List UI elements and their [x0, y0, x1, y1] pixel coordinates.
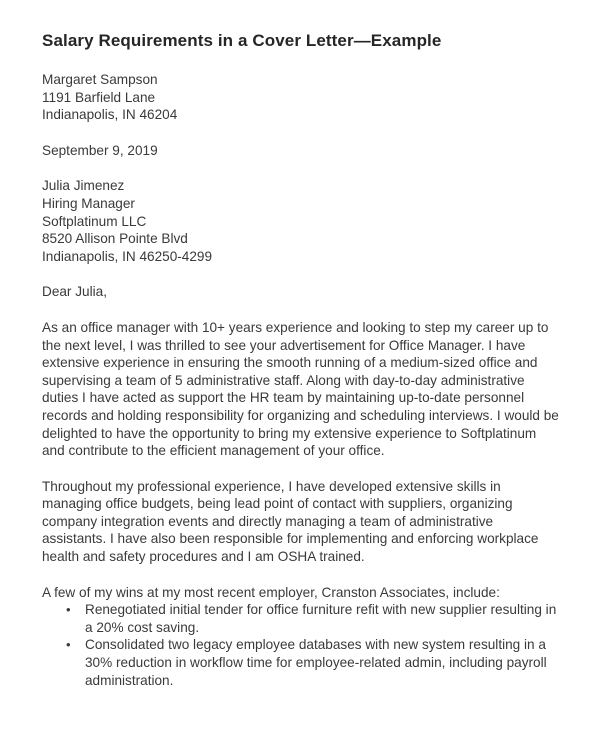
recipient-company: Softplatinum LLC [42, 213, 147, 229]
salutation [42, 283, 560, 301]
sender-street: 1191 Barfield Lane [42, 89, 156, 105]
list-item: • Consolidated two legacy employee databases with new system resulting in a 30% reduction in workflow time for employee-related admin, including payroll administration. [85, 636, 560, 689]
date-line [42, 142, 560, 160]
page-title: Salary Requirements in a Cover Letter—Example [42, 31, 442, 50]
wins-intro-line: A few of my wins at my most recent employer, Cranston Associates, include: [42, 584, 500, 600]
recipient-street: 8520 Allison Pointe Blvd [42, 231, 188, 247]
sender-city: Indianapolis, IN 46204 [42, 107, 178, 123]
list-item: • Renegotiated initial tender for office furniture refit with new supplier resulting in a 20% cost saving. [85, 601, 560, 636]
salutation-line: Dear Julia, [42, 284, 107, 300]
recipient-title: Hiring Manager [42, 195, 135, 211]
recipient-city: Indianapolis, IN 46250-4299 [42, 248, 213, 264]
sender-name: Margaret Sampson [42, 72, 158, 87]
letter-date: September 9, 2019 [42, 142, 158, 158]
wins-bullet-list [42, 601, 560, 689]
body-paragraph-1: As an office manager with 10+ years experience and looking to step my career up to the next level, I was thrilled to see your advertisement for Office Manager. I have extensive experience in ensuring the smooth running of a medium-sized office and supervising a team of 5 administrative staff. Along with day-to-day administrative duties I have acted as support the HR team by maintaining up-to-date personnel records and holding responsibility for organizing and scheduling interviews. I would be delighted to have the opportunity to bring my extensive experience to Softplatinum and contribute to the efficient management of your office. [42, 319, 559, 459]
body-paragraph-2: Throughout my professional experience, I have developed extensive skills in managing office budgets, being lead point of contact with suppliers, organizing company integration events and directly managing a team of administrative assistants. I have also been responsible for implementing and enforcing workplace health and safety procedures and I am OSHA trained. [42, 478, 539, 565]
recipient-address-block [42, 177, 560, 265]
sender-address-block [42, 71, 560, 124]
recipient-name: Julia Jimenez [42, 178, 125, 194]
